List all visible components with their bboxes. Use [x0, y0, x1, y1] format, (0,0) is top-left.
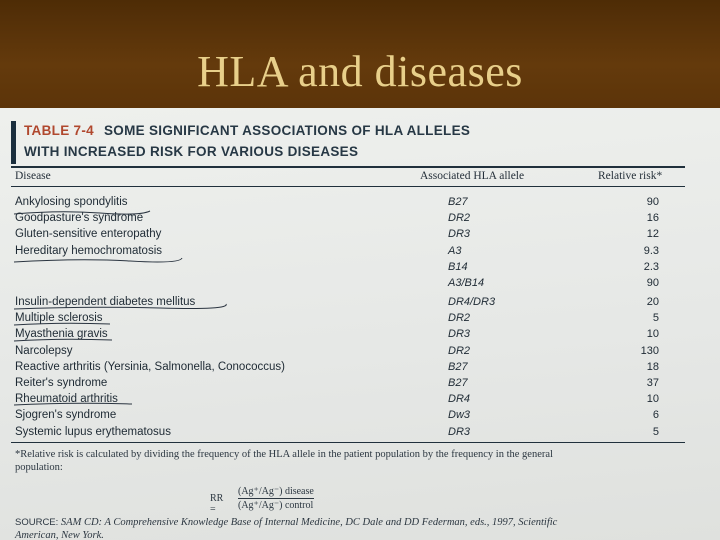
disease-cell: Ankylosing spondylitis	[15, 196, 128, 208]
risk-cell: 12	[646, 228, 659, 241]
disease-cell: Reiter's syndrome	[15, 377, 108, 389]
disease-cell: Goodpasture's syndrome	[15, 212, 144, 225]
disease-cell: Multiple sclerosis	[15, 312, 103, 325]
disease-cell: Rheumatoid arthritis	[15, 393, 118, 406]
table-row	[0, 261, 720, 277]
allele-cell: B14	[448, 260, 468, 273]
table-row	[0, 228, 720, 244]
column-header-disease: Disease	[15, 170, 51, 182]
disease-cell: Narcolepsy	[15, 344, 73, 357]
risk-cell: 9.3	[643, 244, 659, 257]
allele-cell: DR2	[448, 344, 471, 357]
risk-cell: 10	[646, 393, 659, 406]
column-header-risk: Relative risk*	[598, 170, 663, 182]
allele-cell: DR3	[448, 328, 471, 341]
risk-cell: 20	[646, 296, 659, 308]
allele-cell: A3	[448, 244, 462, 257]
header-rule	[11, 186, 685, 187]
table-row	[0, 345, 720, 361]
disease-cell: Insulin-dependent diabetes mellitus	[15, 296, 196, 308]
source-text: SAM CD: A Comprehensive Knowledge Base of Internal Medicine, DC Dale and DD Federman, eds., 1997, Scientific American, New York.	[15, 517, 558, 540]
allele-cell: B27	[448, 360, 468, 373]
allele-cell: DR4	[448, 393, 471, 406]
risk-cell: 16	[646, 212, 659, 225]
formula-lhs: RR =	[210, 493, 224, 515]
allele-cell: B27	[448, 196, 468, 208]
allele-cell: DR3	[448, 228, 471, 241]
risk-cell: 10	[646, 328, 659, 341]
disease-cell: Hereditary hemochromatosis	[15, 244, 163, 257]
table-row	[0, 426, 720, 442]
table-title-bar	[11, 121, 16, 164]
allele-cell: DR2	[448, 312, 471, 325]
footnote: *Relative risk is calculated by dividing the frequency of the HLA allele in the patient population by the frequency in the general population:	[15, 449, 553, 473]
disease-cell: Myasthenia gravis	[15, 328, 108, 341]
table-title-line1: SOME SIGNIFICANT ASSOCIATIONS OF HLA ALLELES	[103, 123, 471, 138]
table-row	[0, 212, 720, 228]
textbook-page	[0, 108, 720, 540]
allele-cell: Dw3	[448, 409, 471, 422]
risk-cell: 5	[652, 425, 659, 438]
table-title-line2: WITH INCREASED RISK FOR VARIOUS DISEASES	[24, 144, 359, 159]
risk-cell: 18	[646, 360, 659, 373]
disease-cell: Sjogren's syndrome	[15, 409, 117, 422]
risk-cell: 5	[652, 312, 659, 325]
risk-cell: 130	[640, 344, 659, 357]
allele-cell: DR4/DR3	[448, 296, 496, 308]
risk-cell: 90	[646, 196, 659, 208]
table-title	[24, 120, 470, 162]
table-row	[0, 361, 720, 377]
table-number: TABLE 7-4	[24, 123, 94, 138]
column-header-allele: Associated HLA allele	[420, 170, 525, 182]
table-row	[0, 393, 720, 409]
allele-cell: B27	[448, 377, 468, 389]
slide-title: HLA and diseases	[197, 47, 523, 96]
formula-numerator: (Ag⁺/Ag⁻) disease	[238, 486, 314, 497]
risk-cell: 2.3	[643, 260, 659, 273]
disease-cell: Gluten-sensitive enteropathy	[15, 228, 162, 241]
top-rule	[11, 166, 685, 168]
bottom-rule	[11, 442, 685, 443]
disease-cell: Systemic lupus erythematosus	[15, 425, 171, 438]
table-row	[0, 377, 720, 393]
risk-cell: 37	[646, 377, 659, 389]
table-row	[0, 196, 720, 212]
risk-cell: 6	[652, 409, 659, 422]
formula-denominator: (Ag⁺/Ag⁻) control	[238, 500, 314, 511]
allele-cell: DR2	[448, 212, 471, 225]
slide-header	[0, 0, 720, 108]
disease-cell: Reactive arthritis (Yersinia, Salmonella, Conococcus)	[15, 360, 285, 373]
table-row	[0, 409, 720, 425]
table-row	[0, 277, 720, 293]
source-label: SOURCE:	[15, 517, 59, 528]
allele-cell: A3/B14	[448, 277, 485, 289]
risk-cell: 90	[646, 277, 659, 289]
table-row	[0, 312, 720, 328]
allele-cell: DR3	[448, 425, 471, 438]
table-row	[0, 296, 720, 312]
table-row	[0, 245, 720, 261]
source-citation	[15, 516, 575, 540]
table-row	[0, 328, 720, 344]
